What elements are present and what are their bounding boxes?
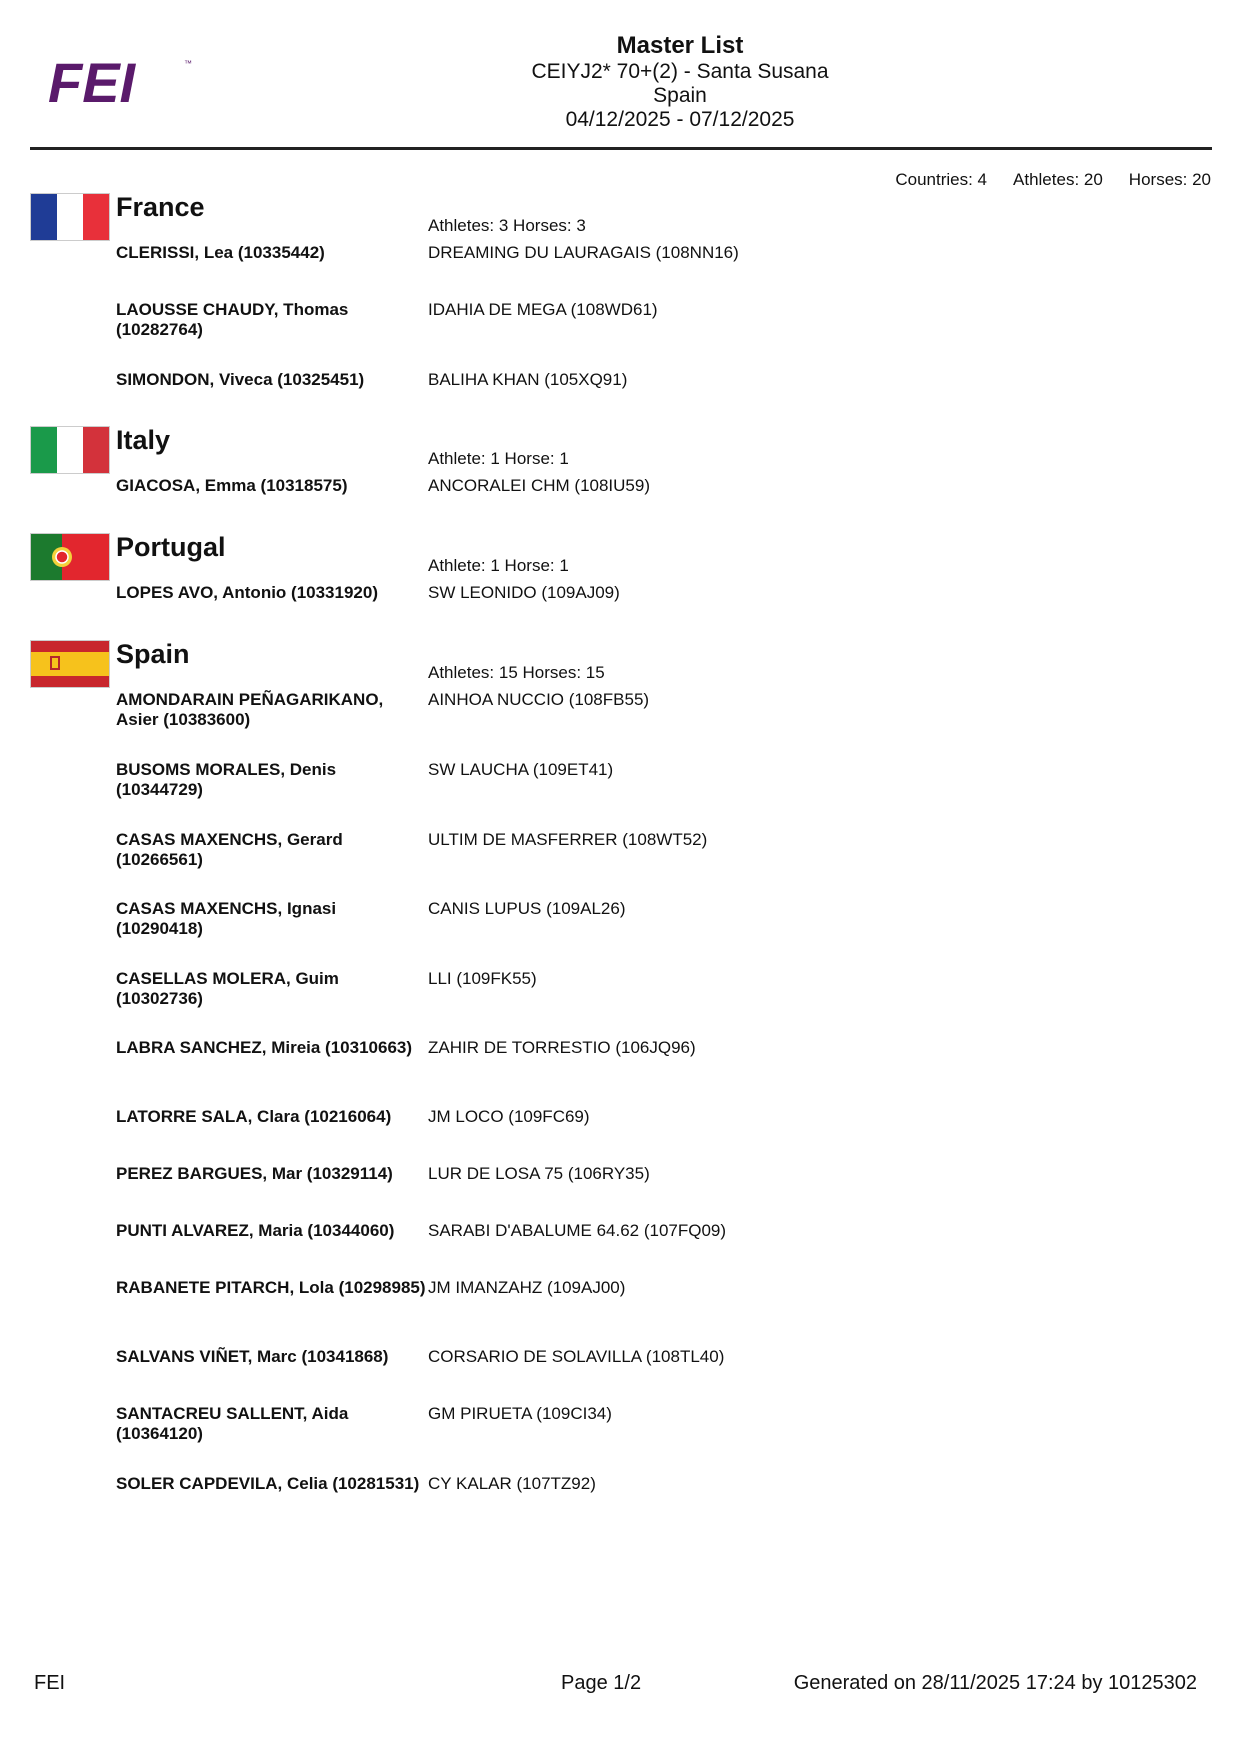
country-name-portugal: Portugal [116,532,226,562]
countries-total: Countries: 4 [895,170,988,189]
horse-name: SW LAUCHA (109ET41) [428,760,614,779]
athlete-name: PUNTI ALVAREZ, Maria (10344060) [116,1221,395,1240]
athletes-total: Athletes: 20 [1013,170,1103,189]
document-header [400,32,960,132]
athlete-name: CASELLAS MOLERA, Guim (10302736) [116,969,339,1008]
horse-name: SW LEONIDO (109AJ09) [428,583,620,602]
page-number: Page 1/2 [561,1672,642,1694]
country-count-portugal: Athlete: 1 Horse: 1 [428,556,569,575]
athlete-name: GIACOSA, Emma (10318575) [116,476,348,495]
athlete-name: AMONDARAIN PEÑAGARIKANO, Asier (10383600) [116,690,384,729]
horse-name: AINHOA NUCCIO (108FB55) [428,690,650,709]
france-flag-icon [30,193,110,241]
generated-timestamp: Generated on 28/11/2025 17:24 by 10125302 [793,1672,1197,1694]
horse-name: IDAHIA DE MEGA (108WD61) [428,300,658,319]
athlete-name: CLERISSI, Lea (10335442) [116,243,325,262]
header-divider [30,147,1212,150]
footer-org: FEI [34,1672,66,1694]
athlete-name: CASAS MAXENCHS, Ignasi (10290418) [116,899,337,938]
athlete-name: SANTACREU SALLENT, Aida (10364120) [116,1404,349,1443]
athlete-name: LOPES AVO, Antonio (10331920) [116,583,378,602]
athlete-name: CASAS MAXENCHS, Gerard (10266561) [116,830,343,869]
horse-name: JM LOCO (109FC69) [428,1107,590,1126]
athlete-name: SALVANS VIÑET, Marc (10341868) [116,1347,389,1366]
country-count-france: Athletes: 3 Horses: 3 [428,216,586,235]
country-name-spain: Spain [116,639,190,669]
country-count-italy: Athlete: 1 Horse: 1 [428,449,569,468]
event-name: CEIYJ2* 70+(2) - Santa Susana [531,60,829,83]
spain-flag-icon [30,640,110,688]
horse-name: CORSARIO DE SOLAVILLA (108TL40) [428,1347,725,1366]
athlete-name: BUSOMS MORALES, Denis (10344729) [116,760,337,799]
athlete-name: SOLER CAPDEVILA, Celia (10281531) [116,1474,420,1493]
horse-name: GM PIRUETA (109CI34) [428,1404,612,1423]
horse-name: ANCORALEI CHM (108IU59) [428,476,651,495]
horse-name: ULTIM DE MASFERRER (108WT52) [428,830,708,849]
country-count-spain: Athletes: 15 Horses: 15 [428,663,605,682]
horse-name: BALIHA KHAN (105XQ91) [428,370,628,389]
horses-total: Horses: 20 [1128,170,1211,189]
athlete-name: RABANETE PITARCH, Lola (10298985) [116,1278,426,1297]
horse-name: LUR DE LOSA 75 (106RY35) [428,1164,650,1183]
horse-name: CANIS LUPUS (109AL26) [428,899,626,918]
event-country: Spain [653,84,707,107]
svg-text:™: ™ [184,59,192,68]
country-name-france: France [116,192,205,222]
page-title: Master List [616,32,744,59]
horse-name: ZAHIR DE TORRESTIO (106JQ96) [428,1038,696,1057]
totals-summary [895,170,1211,190]
horse-name: JM IMANZAHZ (109AJ00) [428,1278,626,1297]
country-name-italy: Italy [116,425,171,455]
horse-name: DREAMING DU LAURAGAIS (108NN16) [428,243,739,262]
fei-logo [48,56,198,112]
portugal-flag-icon [30,533,110,581]
event-dates: 04/12/2025 - 07/12/2025 [565,108,795,131]
athlete-name: PEREZ BARGUES, Mar (10329114) [116,1164,393,1183]
athlete-name: LATORRE SALA, Clara (10216064) [116,1107,392,1126]
athlete-name: LAOUSSE CHAUDY, Thomas (10282764) [116,300,349,339]
italy-flag-icon [30,426,110,474]
horse-name: LLI (109FK55) [428,969,537,988]
athlete-name: SIMONDON, Viveca (10325451) [116,370,365,389]
horse-name: CY KALAR (107TZ92) [428,1474,596,1493]
horse-name: SARABI D'ABALUME 64.62 (107FQ09) [428,1221,727,1240]
svg-text:FEI: FEI [48,56,136,112]
athlete-name: LABRA SANCHEZ, Mireia (10310663) [116,1038,413,1057]
